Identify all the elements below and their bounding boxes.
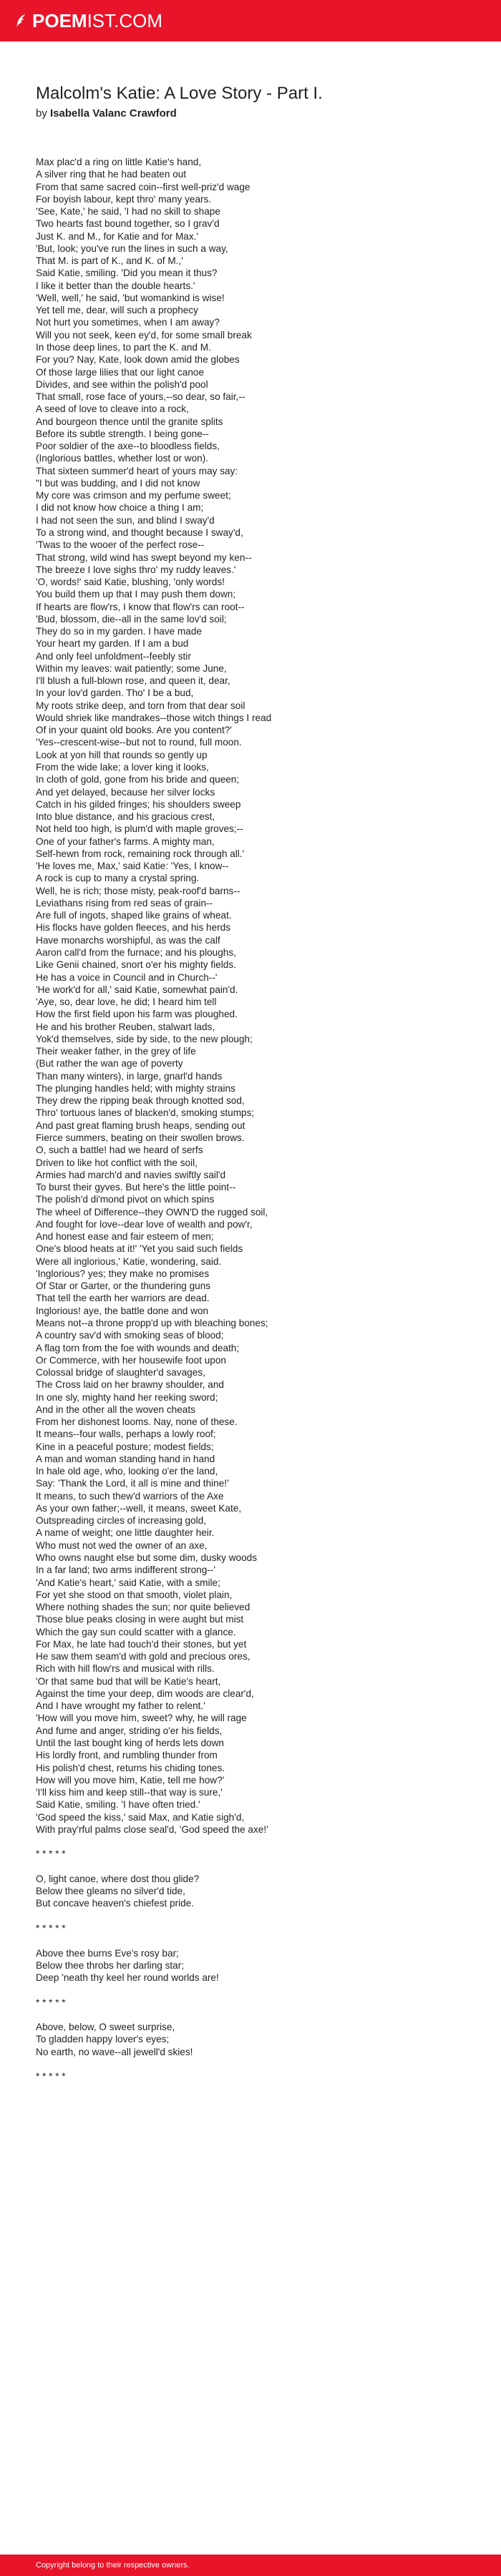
poem-line: They drew the ripping beak through knotted sod, — [36, 1095, 245, 1107]
poem-line: Who must not wed the owner of an axe, — [36, 1539, 208, 1551]
poem-line: One of your father's farms. A mighty man, — [36, 836, 215, 847]
poem-line: For Max, he late had touch'd their stones, but yet — [36, 1638, 247, 1650]
poem-line: Your heart my garden. If I am a bud — [36, 638, 189, 650]
poem-line: How will you move him, Katie, tell me how?' — [36, 1774, 225, 1786]
poem-line: I had not seen the sun, and blind I sway'd — [36, 514, 215, 526]
stanza-gap — [36, 2009, 480, 2021]
poem-line: Two hearts fast bound together, so I grav'd — [36, 218, 220, 230]
poem-line: Have monarchs worshipful, as was the calf — [36, 934, 220, 946]
poem-line: Fierce summers, beating on their swollen brows. — [36, 1132, 245, 1143]
poem-line: Are full of ingots, shaped like grains of wheat. — [36, 910, 232, 921]
poem-line: And yet delayed, because her silver locks — [36, 786, 215, 798]
poem-line: Yok'd themselves, side by side, to the new plough; — [36, 1033, 253, 1044]
stanza-gap — [36, 1836, 480, 1848]
poem-line: Just K. and M., for Katie and for Max.' — [36, 230, 198, 242]
poem-line: 'Inglorious? yes; they make no promises — [36, 1268, 210, 1279]
poem-line: It means, to such thew'd warriors of the Axe — [36, 1490, 224, 1502]
poem-line: 'God speed the kiss,' said Max, and Katie sigh'd, — [36, 1811, 245, 1823]
poem-line: The Cross laid on her brawny shoulder, and — [36, 1379, 224, 1391]
by-label: by — [36, 107, 47, 119]
poem-line: 'He work'd for all,' said Katie, somewhat pain'd. — [36, 984, 238, 995]
poem-line: A rock is cup to many a crystal spring. — [36, 873, 200, 884]
poem-line: Of Star or Garter, or the thundering guns — [36, 1280, 211, 1292]
site-header — [0, 0, 501, 41]
poem-line: Who owns naught else but some dim, dusky woods — [36, 1552, 258, 1564]
poem-line: In a far land; two arms indifferent strong--' — [36, 1564, 215, 1576]
poem-line: A seed of love to cleave into a rock, — [36, 403, 189, 415]
poem-line: That strong, wild wind has swept beyond my ken-- — [36, 552, 252, 563]
poem-line: If hearts are flow'rs, I know that flow'rs can root-- — [36, 601, 245, 612]
poem-line: Than many winters), in large, gnarl'd hands — [36, 1070, 223, 1082]
poem-line: Self-hewn from rock, remaining rock through all.' — [36, 848, 245, 859]
poem-line: But concave heaven's chiefest pride. — [36, 1898, 194, 1909]
poem-line: He and his brother Reuben, stalwart lads, — [36, 1021, 215, 1032]
poem-line: Catch in his gilded fringes; his shoulders sweep — [36, 798, 241, 810]
poem-line: A silver ring that he had beaten out — [36, 169, 187, 180]
poem-line: Say: 'Thank the Lord, it all is mine and thine!' — [36, 1478, 229, 1489]
poem-line: Means not--a throne propp'd up with bleaching bones; — [36, 1317, 268, 1328]
poem-line: Not hurt you sometimes, when I am away? — [36, 317, 220, 328]
poem-line: Of those large lilies that our light canoe — [36, 366, 205, 378]
poem-line: In cloth of gold, gone from his bride and queen; — [36, 774, 240, 785]
poem-line: 'Twas to the wooer of the perfect rose-- — [36, 539, 205, 551]
poem-line: How the first field upon his farm was ploughed. — [36, 1009, 238, 1020]
poem-line: Kine in a peaceful posture; modest fields; — [36, 1441, 214, 1452]
poem-line: That small, rose face of yours,--so dear, so fair,-- — [36, 391, 245, 403]
poem-content — [36, 83, 480, 2082]
poem-line: The plunging handles held; with mighty strains — [36, 1082, 235, 1094]
poem-line: In one sly, mighty hand her reeking sword; — [36, 1391, 218, 1403]
poem-line: Of in your quaint old books. Are you content?' — [36, 725, 232, 736]
poem-line: His polish'd chest, returns his chiding tones. — [36, 1762, 225, 1773]
poem-line: Colossal bridge of slaughter'd savages, — [36, 1367, 205, 1378]
poem-line: Within my leaves: wait patiently; some June, — [36, 662, 227, 674]
poem-line: And only feel unfoldment--feebly stir — [36, 650, 191, 662]
poem-line: Were all inglorious,' Katie, wondering, said. — [36, 1255, 222, 1267]
poem-line: To burst their gyves. But here's the little point-- — [36, 1182, 236, 1193]
stanza-gap — [36, 1861, 480, 1873]
poem-line: Thro' tortuous lanes of blacken'd, smoking stumps; — [36, 1107, 255, 1119]
poem-line: Leviathans rising from red seas of grain-- — [36, 897, 213, 909]
poem-line: Inglorious! aye, the battle done and won — [36, 1305, 209, 1316]
poem-line: That sixteen summer'd heart of yours may say: — [36, 465, 238, 476]
stanza-gap — [36, 1910, 480, 1922]
poem-line: In those deep lines, to part the K. and M. — [36, 341, 211, 353]
poem-line: And in the other all the woven cheats — [36, 1404, 195, 1415]
stanza-gap — [36, 2058, 480, 2070]
poem-line: 'But, look; you've run the lines in such a way, — [36, 243, 228, 254]
poem-line: Yet tell me, dear, will such a prophecy — [36, 305, 198, 316]
poem-line: To gladden happy lover's eyes; — [36, 2034, 170, 2045]
logo-light: IST.COM — [87, 9, 163, 31]
copyright-text: Copyright belong to their respective owners. — [36, 2561, 190, 2570]
poem-line: For you? Nay, Kate, look down amid the globes — [36, 354, 240, 366]
poem-line: A country sav'd with smoking seas of blood; — [36, 1330, 224, 1341]
poem-line: Will you not seek, keen ey'd, for some small break — [36, 329, 252, 341]
poem-line: Look at yon hill that rounds so gently up — [36, 749, 208, 760]
poem-line: A name of weight; one little daughter heir. — [36, 1527, 215, 1539]
poem-line: And bourgeon thence until the granite splits — [36, 416, 223, 427]
byline — [36, 106, 480, 122]
poem-line: That tell the earth her warriors are dead. — [36, 1293, 210, 1304]
poem-line: Said Katie, smiling. 'Did you mean it thus? — [36, 268, 218, 279]
stanza-gap — [36, 1934, 480, 1946]
poem-line: I did not know how choice a thing I am; — [36, 502, 204, 514]
poem-line: No earth, no wave--all jewell'd skies! — [36, 2046, 193, 2057]
poem-line: Armies had march'd and navies swiftly sail'd — [36, 1169, 226, 1180]
poem-line: I'll blush a full-blown rose, and queen it, dear, — [36, 675, 230, 687]
poem-line: Divides, and see within the polish'd pool — [36, 378, 208, 390]
poem-line: (But rather the wan age of poverty — [36, 1058, 183, 1069]
poem-line: 'See, Kate,' he said, 'I had no skill to shape — [36, 206, 220, 217]
poem-body — [36, 156, 480, 2082]
poem-line: Like Genii chained, snort o'er his mighty fields. — [36, 959, 236, 971]
poem-line: Not held too high, is plum'd with maple groves;-- — [36, 823, 243, 835]
poem-line: Driven to like hot conflict with the soil, — [36, 1157, 198, 1168]
site-logo-text — [32, 10, 162, 32]
poem-line: 'Yes--crescent-wise--but not to round, full moon. — [36, 737, 242, 748]
poem-line: Below thee throbs her darling star; — [36, 1959, 185, 1971]
site-footer — [0, 2555, 501, 2576]
poem-line: From her dishonest looms. Nay, none of these. — [36, 1416, 238, 1428]
poem-line: That M. is part of K., and K. of M.,' — [36, 255, 183, 267]
poem-line: 'How will you move him, sweet? why, he will rage — [36, 1713, 247, 1724]
poem-line: Which the gay sun could scatter with a glance. — [36, 1626, 236, 1637]
poem-line: Max plac'd a ring on little Katie's hand, — [36, 157, 202, 167]
poem-line: As your own father;--well, it means, sweet Kate, — [36, 1502, 242, 1514]
poem-line: For yet she stood on that smooth, violet plain, — [36, 1589, 233, 1600]
poem-line: 'Well, well,' he said, 'but womankind is wise! — [36, 292, 225, 303]
poem-line: He has a voice in Council and in Church--' — [36, 971, 218, 983]
poem-line: My roots strike deep, and torn from that dear soil — [36, 700, 245, 711]
poem-line: Those blue peaks closing in were aught but mist — [36, 1614, 244, 1625]
poem-line: A man and woman standing hand in hand — [36, 1453, 215, 1464]
poem-line: Their weaker father, in the grey of life — [36, 1046, 196, 1057]
poem-line: My core was crimson and my perfume sweet; — [36, 490, 231, 501]
poem-line: 'O, words!' said Katie, blushing, 'only words! — [36, 577, 225, 588]
poem-line: And past great flaming brush heaps, sending out — [36, 1120, 245, 1131]
logo-bold: POEM — [32, 9, 87, 31]
poem-line: With pray'rful palms close seal'd, 'God speed the axe!' — [36, 1823, 268, 1835]
author-link[interactable]: Isabella Valanc Crawford — [50, 107, 177, 119]
poem-line: Said Katie, smiling. 'I have often tried.' — [36, 1799, 200, 1811]
poem-line: Below thee gleams no silver'd tide, — [36, 1886, 185, 1897]
poem-line: 'And Katie's heart,' said Katie, with a smile; — [36, 1577, 220, 1588]
poem-line: To a strong wind, and thought because I sway'd, — [36, 527, 243, 538]
quill-icon — [16, 14, 27, 28]
poem-line: Into blue distance, and his gracious crest, — [36, 811, 215, 823]
poem-line: Above, below, O sweet surprise, — [36, 2022, 175, 2033]
poem-line: From the wide lake; a lover king it looks, — [36, 762, 209, 773]
poem-line: And fought for love--dear love of wealth and pow'r, — [36, 1218, 253, 1230]
poem-line: And honest ease and fair esteem of men; — [36, 1231, 214, 1243]
poem-line: Aaron call'd from the furnace; and his ploughs, — [36, 947, 236, 958]
poem-line: I like it better than the double hearts.' — [36, 280, 195, 291]
poem-line: Outspreading circles of increasing gold, — [36, 1515, 207, 1527]
poem-line: Or Commerce, with her housewife foot upon — [36, 1354, 226, 1366]
poem-line: The breeze I love sighs thro' my ruddy leaves.' — [36, 564, 236, 575]
poem-line: One's blood heats at it!' 'Yet you said such fields — [36, 1243, 243, 1255]
poem-line: "I but was budding, and I did not know — [36, 477, 200, 489]
poem-line: Until the last bought king of herds lets down — [36, 1738, 224, 1748]
stanza-gap — [36, 1984, 480, 1996]
poem-line: They do so in my garden. I have made — [36, 626, 202, 637]
poem-line: Rich with hill flow'rs and musical with rills. — [36, 1663, 215, 1675]
poem-line: O, light canoe, where dost thou glide? — [36, 1873, 200, 1884]
stanza-separator: * * * * * — [36, 1922, 66, 1934]
site-logo-link[interactable] — [16, 10, 162, 32]
poem-line: In hale old age, who, looking o'er the land, — [36, 1466, 218, 1477]
poem-line: His lordly front, and rumbling thunder from — [36, 1750, 218, 1761]
poem-line: And fume and anger, striding o'er his fields, — [36, 1725, 223, 1736]
poem-line: His flocks have golden fleeces, and his herds — [36, 922, 231, 934]
stanza-separator: * * * * * — [36, 2071, 66, 2082]
poem-line: Before its subtle strength. I being gone-- — [36, 428, 209, 439]
poem-line: For boyish labour, kept thro' many years. — [36, 193, 212, 205]
stanza-separator: * * * * * — [36, 1997, 66, 2008]
poem-line: O, such a battle! had we heard of serfs — [36, 1145, 203, 1156]
poem-line: It means--four walls, perhaps a lowly roof; — [36, 1429, 216, 1440]
poem-line: Above thee burns Eve's rosy bar; — [36, 1947, 179, 1959]
poem-line: You build them up that I may push them down; — [36, 589, 236, 600]
poem-line: The polish'd di'mond pivot on which spins — [36, 1194, 215, 1205]
poem-line: Poor soldier of the axe--to bloodless fields, — [36, 441, 220, 452]
stanza-separator: * * * * * — [36, 1848, 66, 1860]
poem-line: He saw them seam'd with gold and precious ores, — [36, 1651, 250, 1662]
poem-line: And I have wrought my father to relent.' — [36, 1700, 205, 1712]
poem-line: 'I'll kiss him and keep still--that way is sure,' — [36, 1787, 223, 1798]
poem-title: Malcolm's Katie: A Love Story - Part I. — [36, 84, 323, 103]
poem-line: The wheel of Difference--they OWN'D the rugged soil, — [36, 1206, 268, 1218]
poem-line: 'Or that same bud that will be Katie's heart, — [36, 1675, 221, 1687]
poem-line: (Inglorious battles, whether lost or won). — [36, 453, 209, 464]
poem-line: 'Bud, blossom, die--all in the same lov'd soil; — [36, 613, 227, 625]
poem-line: Against the time your deep, dim woods are clear'd, — [36, 1688, 254, 1699]
poem-line: Where nothing shades the sun; nor quite believed — [36, 1602, 250, 1613]
poem-line: Deep 'neath thy keel her round worlds are! — [36, 1972, 219, 1984]
poem-line: Well, he is rich; those misty, peak-roof'd barns-- — [36, 885, 240, 896]
poem-line: From that same sacred coin--first well-priz'd wage — [36, 181, 250, 192]
poem-line: A flag torn from the foe with wounds and death; — [36, 1342, 240, 1353]
poem-line: Would shriek like mandrakes--those witch things I read — [36, 712, 272, 723]
poem-line: 'Aye, so, dear love, he did; I heard him tell — [36, 996, 217, 1008]
poem-line: 'He loves me, Max,' said Katie: 'Yes, I know-- — [36, 861, 229, 872]
poem-line: In your lov'd garden. Tho' I be a bud, — [36, 687, 194, 699]
